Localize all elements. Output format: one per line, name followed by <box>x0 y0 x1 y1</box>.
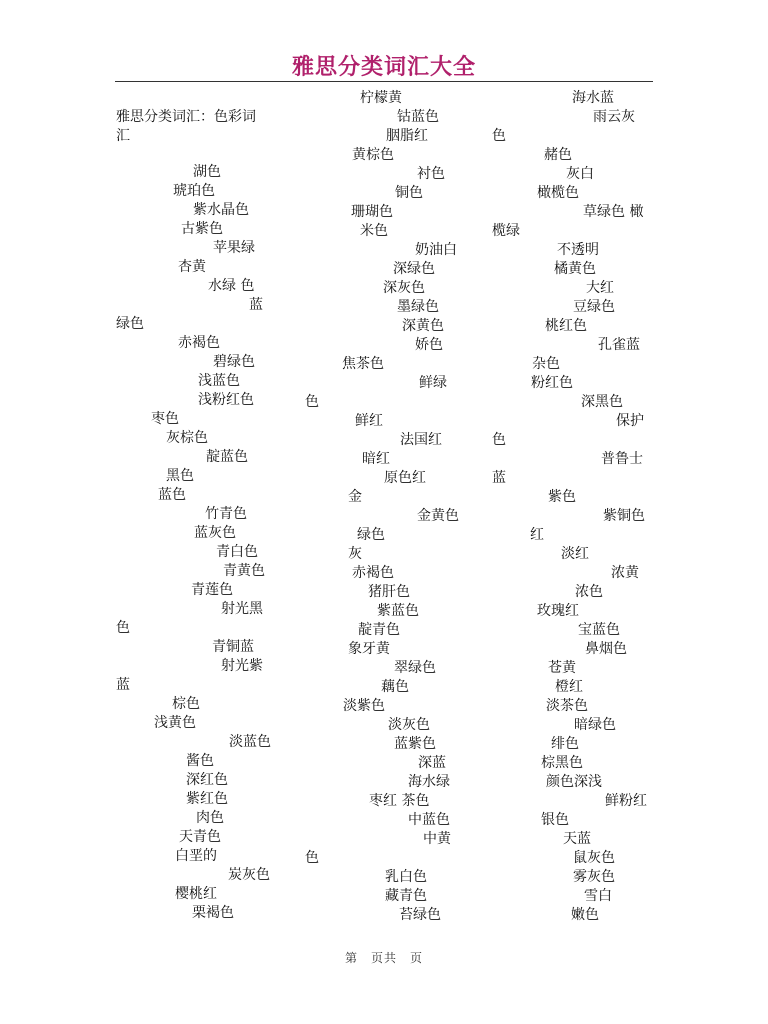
page-footer: 第 页共 页 <box>344 951 423 965</box>
vocab-word: 碧绿色 <box>213 354 255 370</box>
vocab-word: 色 <box>492 432 506 448</box>
vocab-word: 淡灰色 <box>388 717 430 733</box>
vocab-word: 苹果绿 <box>213 240 255 256</box>
vocab-word: 暗绿色 <box>574 717 616 733</box>
vocab-word: 棕黑色 <box>541 755 583 771</box>
vocab-word: 蓝色 <box>158 487 186 503</box>
vocab-word: 藕色 <box>381 679 409 695</box>
vocab-word: 淡蓝色 <box>229 734 271 750</box>
vocab-word: 枣色 <box>151 411 179 427</box>
vocab-word: 鲜绿 <box>419 375 447 391</box>
vocab-word: 黄棕色 <box>352 147 394 163</box>
vocab-word: 竹青色 <box>205 506 247 522</box>
vocab-word: 汇 <box>116 128 130 144</box>
vocab-word: 珊瑚色 <box>351 204 393 220</box>
vocab-word: 雾灰色 <box>573 869 615 885</box>
vocab-word: 嫩色 <box>571 907 599 923</box>
vocab-word: 射光紫 <box>221 658 263 674</box>
vocab-word: 铜色 <box>395 185 423 201</box>
vocab-word: 墨绿色 <box>397 299 439 315</box>
vocab-word: 奶油白 <box>415 242 457 258</box>
vocab-word: 赤褐色 <box>178 335 220 351</box>
vocab-word: 酱色 <box>186 753 214 769</box>
vocab-word: 琥珀色 <box>173 183 215 199</box>
vocab-word: 青黄色 <box>223 563 265 579</box>
vocab-word: 苔绿色 <box>399 907 441 923</box>
vocab-word: 红 <box>530 527 544 543</box>
vocab-word: 赤褐色 <box>352 565 394 581</box>
vocab-word: 灰 <box>348 546 362 562</box>
vocab-word: 灰棕色 <box>166 430 208 446</box>
vocab-word: 浓色 <box>575 584 603 600</box>
vocab-word: 宝蓝色 <box>578 622 620 638</box>
vocab-word: 焦茶色 <box>342 356 384 372</box>
vocab-word: 雨云灰 <box>593 109 635 125</box>
vocab-word: 普鲁士 <box>601 451 643 467</box>
vocab-word: 不透明 <box>557 242 599 258</box>
vocab-word: 草绿色 橄 <box>583 204 644 220</box>
vocab-word: 猪肝色 <box>368 584 410 600</box>
vocab-word: 淡红 <box>561 546 589 562</box>
vocab-word: 杂色 <box>532 356 560 372</box>
vocab-word: 天蓝 <box>563 831 591 847</box>
vocab-word: 鼠灰色 <box>573 850 615 866</box>
vocab-word: 紫色 <box>548 489 576 505</box>
vocab-word: 雪白 <box>584 888 612 904</box>
page-title: 雅思分类词汇大全 <box>291 54 476 80</box>
vocab-word: 深绿色 <box>393 261 435 277</box>
vocab-word: 藏青色 <box>385 888 427 904</box>
vocab-word: 浅粉红色 <box>198 392 254 408</box>
vocab-word: 肉色 <box>196 810 224 826</box>
vocab-word: 紫蓝色 <box>377 603 419 619</box>
vocab-word: 紫红色 <box>186 791 228 807</box>
vocab-word: 绯色 <box>551 736 579 752</box>
vocab-word: 鼻烟色 <box>585 641 627 657</box>
vocab-word: 蓝 <box>492 470 506 486</box>
vocab-word: 色 <box>305 394 319 410</box>
vocab-word: 湖色 <box>193 164 221 180</box>
vocab-word: 深黄色 <box>402 318 444 334</box>
vocab-word: 娇色 <box>415 337 443 353</box>
vocab-word: 杏黄 <box>178 259 206 275</box>
vocab-word: 色 <box>116 620 130 636</box>
vocab-word: 榄绿 <box>492 223 520 239</box>
vocab-word: 衬色 <box>417 166 445 182</box>
vocab-word: 法国红 <box>400 432 442 448</box>
vocab-word: 白垩的 <box>175 848 217 864</box>
vocab-word: 淡茶色 <box>546 698 588 714</box>
vocab-word: 深灰色 <box>383 280 425 296</box>
vocab-word: 蓝 <box>249 297 263 313</box>
vocab-word: 紫铜色 <box>603 508 645 524</box>
vocab-word: 橙红 <box>555 679 583 695</box>
vocab-word: 黑色 <box>166 468 194 484</box>
vocab-word: 靛青色 <box>358 622 400 638</box>
vocab-word: 大红 <box>586 280 614 296</box>
vocab-word: 海水绿 <box>408 774 450 790</box>
vocab-word: 绿色 <box>357 527 385 543</box>
vocab-word: 炭灰色 <box>228 867 270 883</box>
vocab-word: 柠檬黄 <box>360 90 402 106</box>
vocab-word: 原色红 <box>384 470 426 486</box>
vocab-word: 樱桃红 <box>175 886 217 902</box>
vocab-word: 暗红 <box>362 451 390 467</box>
vocab-word: 翠绿色 <box>394 660 436 676</box>
vocab-word: 鲜红 <box>355 413 383 429</box>
vocab-word: 色 <box>492 128 506 144</box>
vocab-word: 海水蓝 <box>572 90 614 106</box>
vocab-word: 蓝紫色 <box>394 736 436 752</box>
vocab-word: 靛蓝色 <box>206 449 248 465</box>
vocab-word: 橄榄色 <box>537 185 579 201</box>
vocab-word: 浅黄色 <box>154 715 196 731</box>
vocab-word: 绿色 <box>116 316 144 332</box>
vocab-word: 颜色深浅 <box>546 774 602 790</box>
vocab-word: 古紫色 <box>181 221 223 237</box>
vocab-word: 深红色 <box>186 772 228 788</box>
vocab-word: 栗褐色 <box>192 905 234 921</box>
vocab-word: 玫瑰红 <box>537 603 579 619</box>
vocab-word: 天青色 <box>179 829 221 845</box>
vocab-word: 深黑色 <box>581 394 623 410</box>
vocab-word: 米色 <box>360 223 388 239</box>
vocab-word: 粉红色 <box>531 375 573 391</box>
vocab-word: 浅蓝色 <box>198 373 240 389</box>
vocab-word: 青铜蓝 <box>212 639 254 655</box>
vocab-word: 浓黄 <box>611 565 639 581</box>
vocab-word: 孔雀蓝 <box>598 337 640 353</box>
vocab-word: 银色 <box>541 812 569 828</box>
vocab-word: 深蓝 <box>418 755 446 771</box>
vocab-word: 水绿 色 <box>208 278 255 294</box>
vocab-word: 中黄 <box>423 831 451 847</box>
vocab-word: 保护 <box>616 413 644 429</box>
vocab-word: 枣红 茶色 <box>369 793 430 809</box>
vocab-word: 豆绿色 <box>573 299 615 315</box>
vocab-word: 灰白 <box>566 166 594 182</box>
vocab-word: 桃红色 <box>545 318 587 334</box>
vocab-word: 橘黄色 <box>554 261 596 277</box>
vocab-word: 胭脂红 <box>386 128 428 144</box>
vocab-word: 苍黄 <box>548 660 576 676</box>
vocab-word: 象牙黄 <box>348 641 390 657</box>
vocab-word: 赭色 <box>544 147 572 163</box>
vocab-word: 蓝 <box>116 677 130 693</box>
vocab-word: 青莲色 <box>191 582 233 598</box>
vocab-word: 青白色 <box>216 544 258 560</box>
vocab-word: 鲜粉红 <box>605 793 647 809</box>
vocab-word: 紫水晶色 <box>193 202 249 218</box>
vocab-word: 蓝灰色 <box>194 525 236 541</box>
vocab-word: 中蓝色 <box>408 812 450 828</box>
vocab-word: 棕色 <box>172 696 200 712</box>
vocab-word: 钴蓝色 <box>397 109 439 125</box>
vocab-word: 雅思分类词汇：色彩词 <box>116 109 256 125</box>
vocab-word: 射光黑 <box>221 601 263 617</box>
vocab-word: 淡紫色 <box>343 698 385 714</box>
vocab-word: 色 <box>305 850 319 866</box>
vocab-word: 乳白色 <box>385 869 427 885</box>
vocab-word: 金黄色 <box>417 508 459 524</box>
vocab-word: 金 <box>348 489 362 505</box>
